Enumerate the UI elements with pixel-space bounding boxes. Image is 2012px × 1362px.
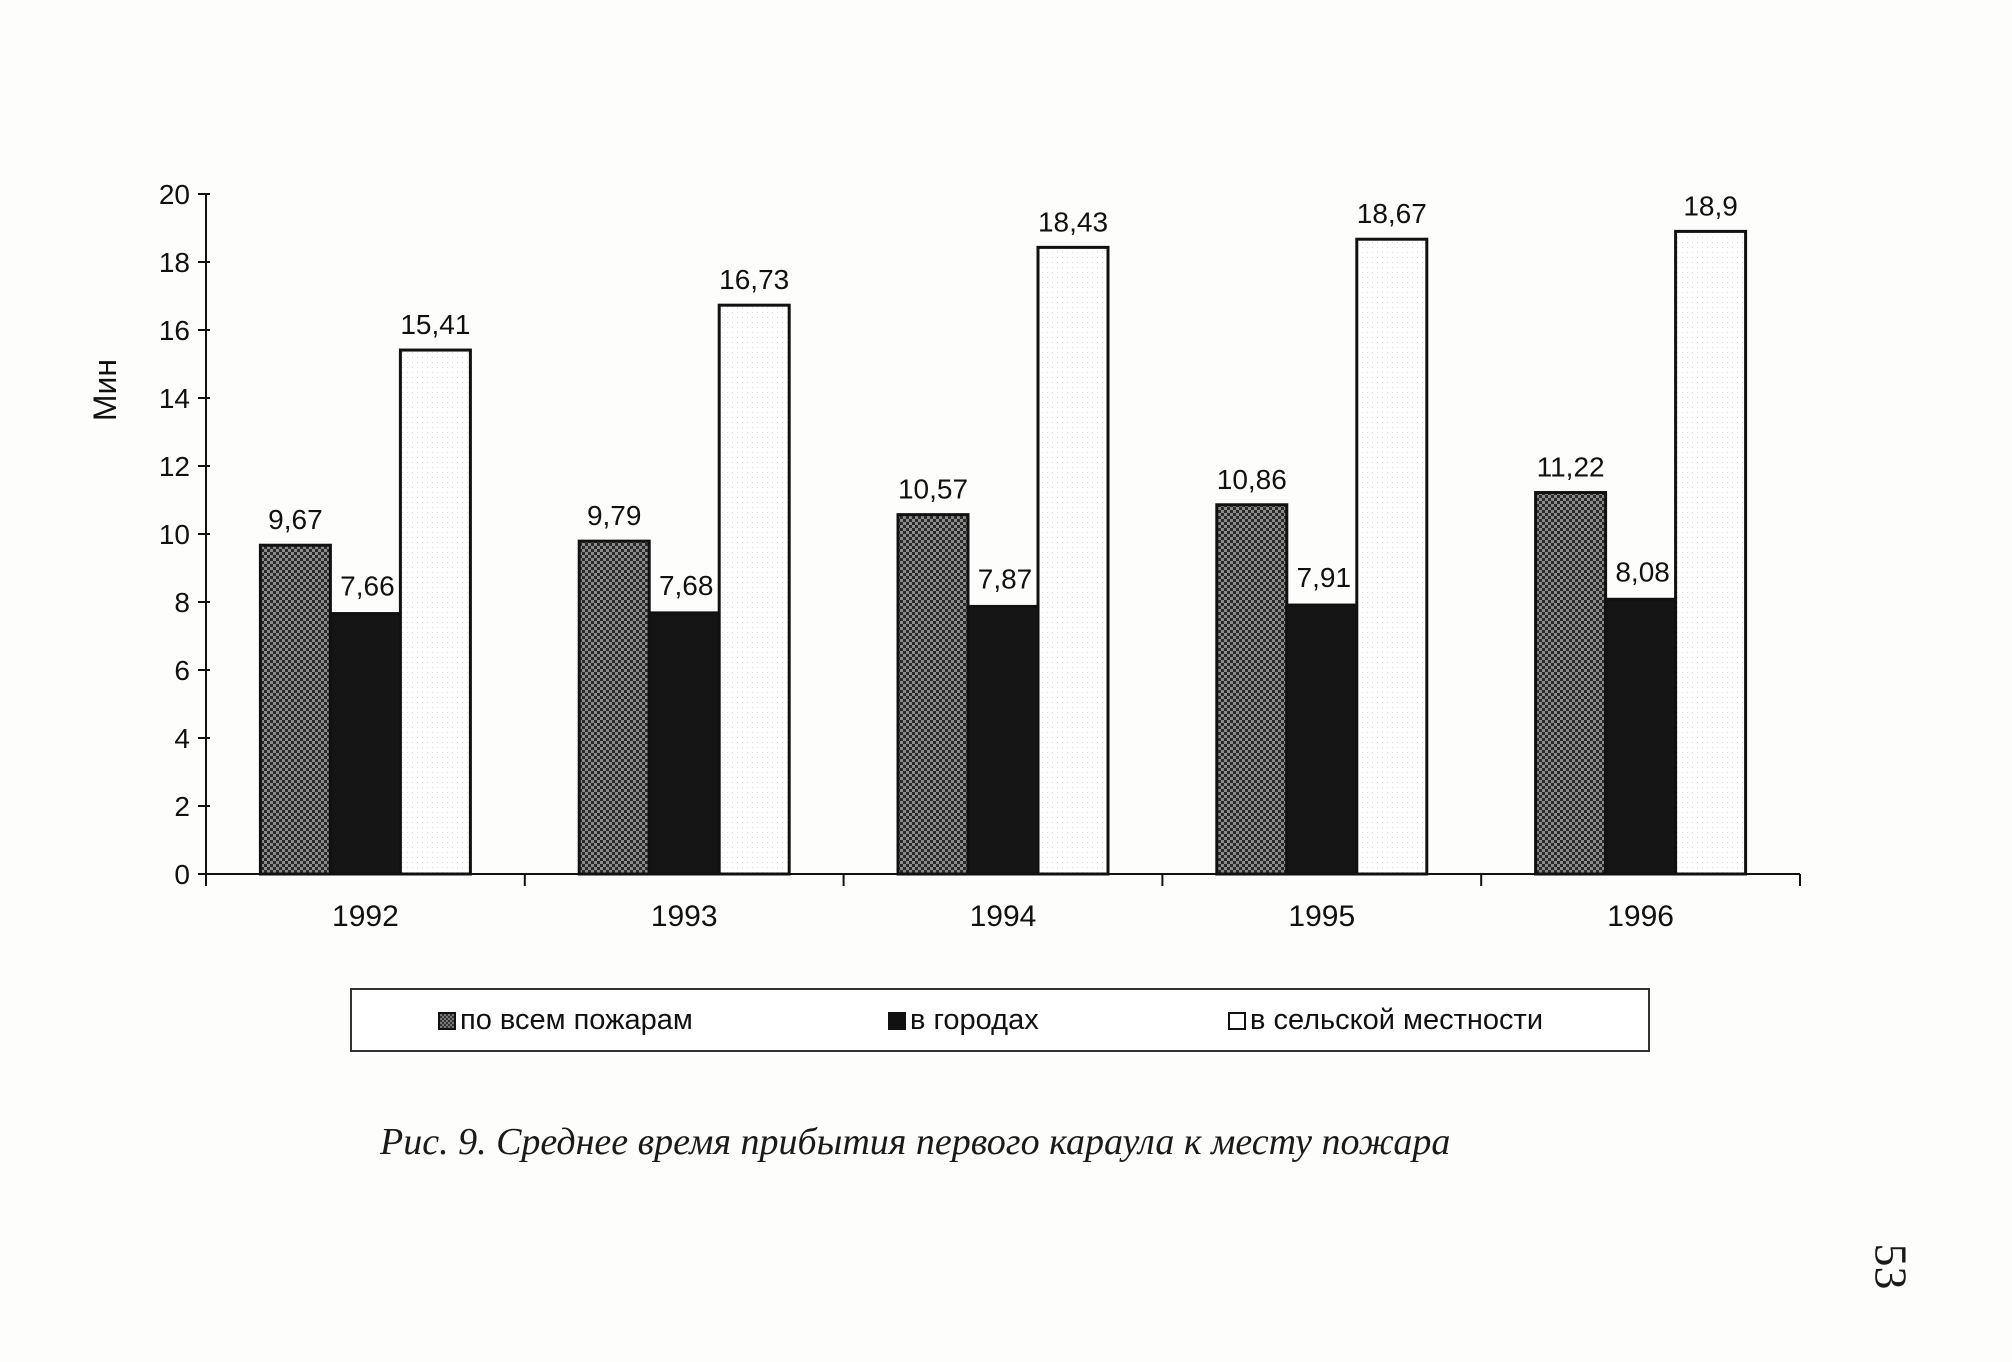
y-tick-label: 8 (174, 587, 190, 618)
y-tick-label: 10 (158, 519, 190, 550)
bar-cities (968, 606, 1038, 874)
legend-swatch-white (1228, 1012, 1246, 1030)
bar-value-label: 18,43 (1037, 206, 1109, 238)
bar-value-label: 10,86 (1216, 463, 1287, 495)
bar-value-label: 11,22 (1536, 451, 1605, 483)
bar-value-label: 10,57 (897, 473, 969, 505)
legend-swatch-solid (888, 1012, 906, 1030)
x-axis (206, 874, 1800, 933)
bar-value-label: 7,68 (658, 569, 714, 601)
y-tick-label: 20 (158, 179, 190, 210)
bar-rural (1038, 247, 1108, 874)
bar-value-label: 9,67 (268, 504, 323, 536)
bars (260, 231, 1745, 874)
y-axis (87, 179, 210, 890)
bar-all-fires (1217, 505, 1287, 874)
y-tick-label: 0 (174, 859, 190, 890)
y-axis-title: Мин (87, 358, 123, 422)
x-tick-label: 1996 (1607, 900, 1674, 933)
bar-rural (1676, 231, 1746, 874)
bar-cities (649, 613, 719, 874)
bar-value-label: 7,66 (340, 570, 395, 602)
bar-all-fires (898, 515, 968, 874)
legend-item-cities (888, 1004, 1039, 1037)
bar-rural (1357, 239, 1427, 874)
legend-label: в сельской местности (1250, 1004, 1544, 1036)
bar-value-label: 16,73 (719, 264, 790, 296)
bar-value-label: 18,67 (1356, 198, 1427, 230)
bar-rural (400, 350, 470, 874)
bar-cities (1606, 599, 1676, 874)
y-tick-label: 16 (158, 315, 190, 346)
x-tick-label: 1995 (1288, 900, 1356, 933)
y-tick-label: 6 (174, 655, 190, 686)
bar-value-label: 7,87 (977, 563, 1033, 595)
bar-all-fires (260, 545, 330, 874)
figure-caption: Рис. 9. Среднее время прибытия первого караула к месту пожара (380, 1121, 1451, 1163)
x-tick-label: 1994 (969, 900, 1037, 933)
y-tick-label: 2 (174, 791, 190, 822)
legend-label: по всем пожарам (460, 1004, 693, 1036)
y-tick-label: 14 (158, 383, 190, 414)
chart-legend (350, 988, 1650, 1052)
bar-value-label: 18,9 (1683, 190, 1738, 222)
bar-value-label: 9,79 (586, 500, 642, 532)
y-tick-label: 4 (174, 723, 190, 754)
bar-all-fires (579, 541, 649, 874)
bar-all-fires (1536, 493, 1606, 874)
bar-value-label: 15,41 (400, 309, 471, 341)
bar-value-label: 8,08 (1615, 556, 1670, 588)
bar-rural (719, 305, 789, 874)
x-tick-label: 1992 (332, 900, 399, 933)
y-tick-label: 18 (158, 247, 190, 278)
legend-item-rural (1228, 1004, 1543, 1037)
bar-cities (330, 614, 400, 874)
legend-swatch-crosshatch (438, 1012, 456, 1030)
legend-label: в городах (910, 1004, 1039, 1036)
page-number: 53 (1865, 1243, 1917, 1290)
legend-item-all-fires (438, 1004, 693, 1037)
bar-value-labels (268, 190, 1738, 601)
x-tick-label: 1993 (650, 900, 718, 933)
bar-cities (1287, 605, 1357, 874)
y-tick-label: 12 (158, 451, 190, 482)
bar-value-label: 7,91 (1296, 562, 1352, 594)
